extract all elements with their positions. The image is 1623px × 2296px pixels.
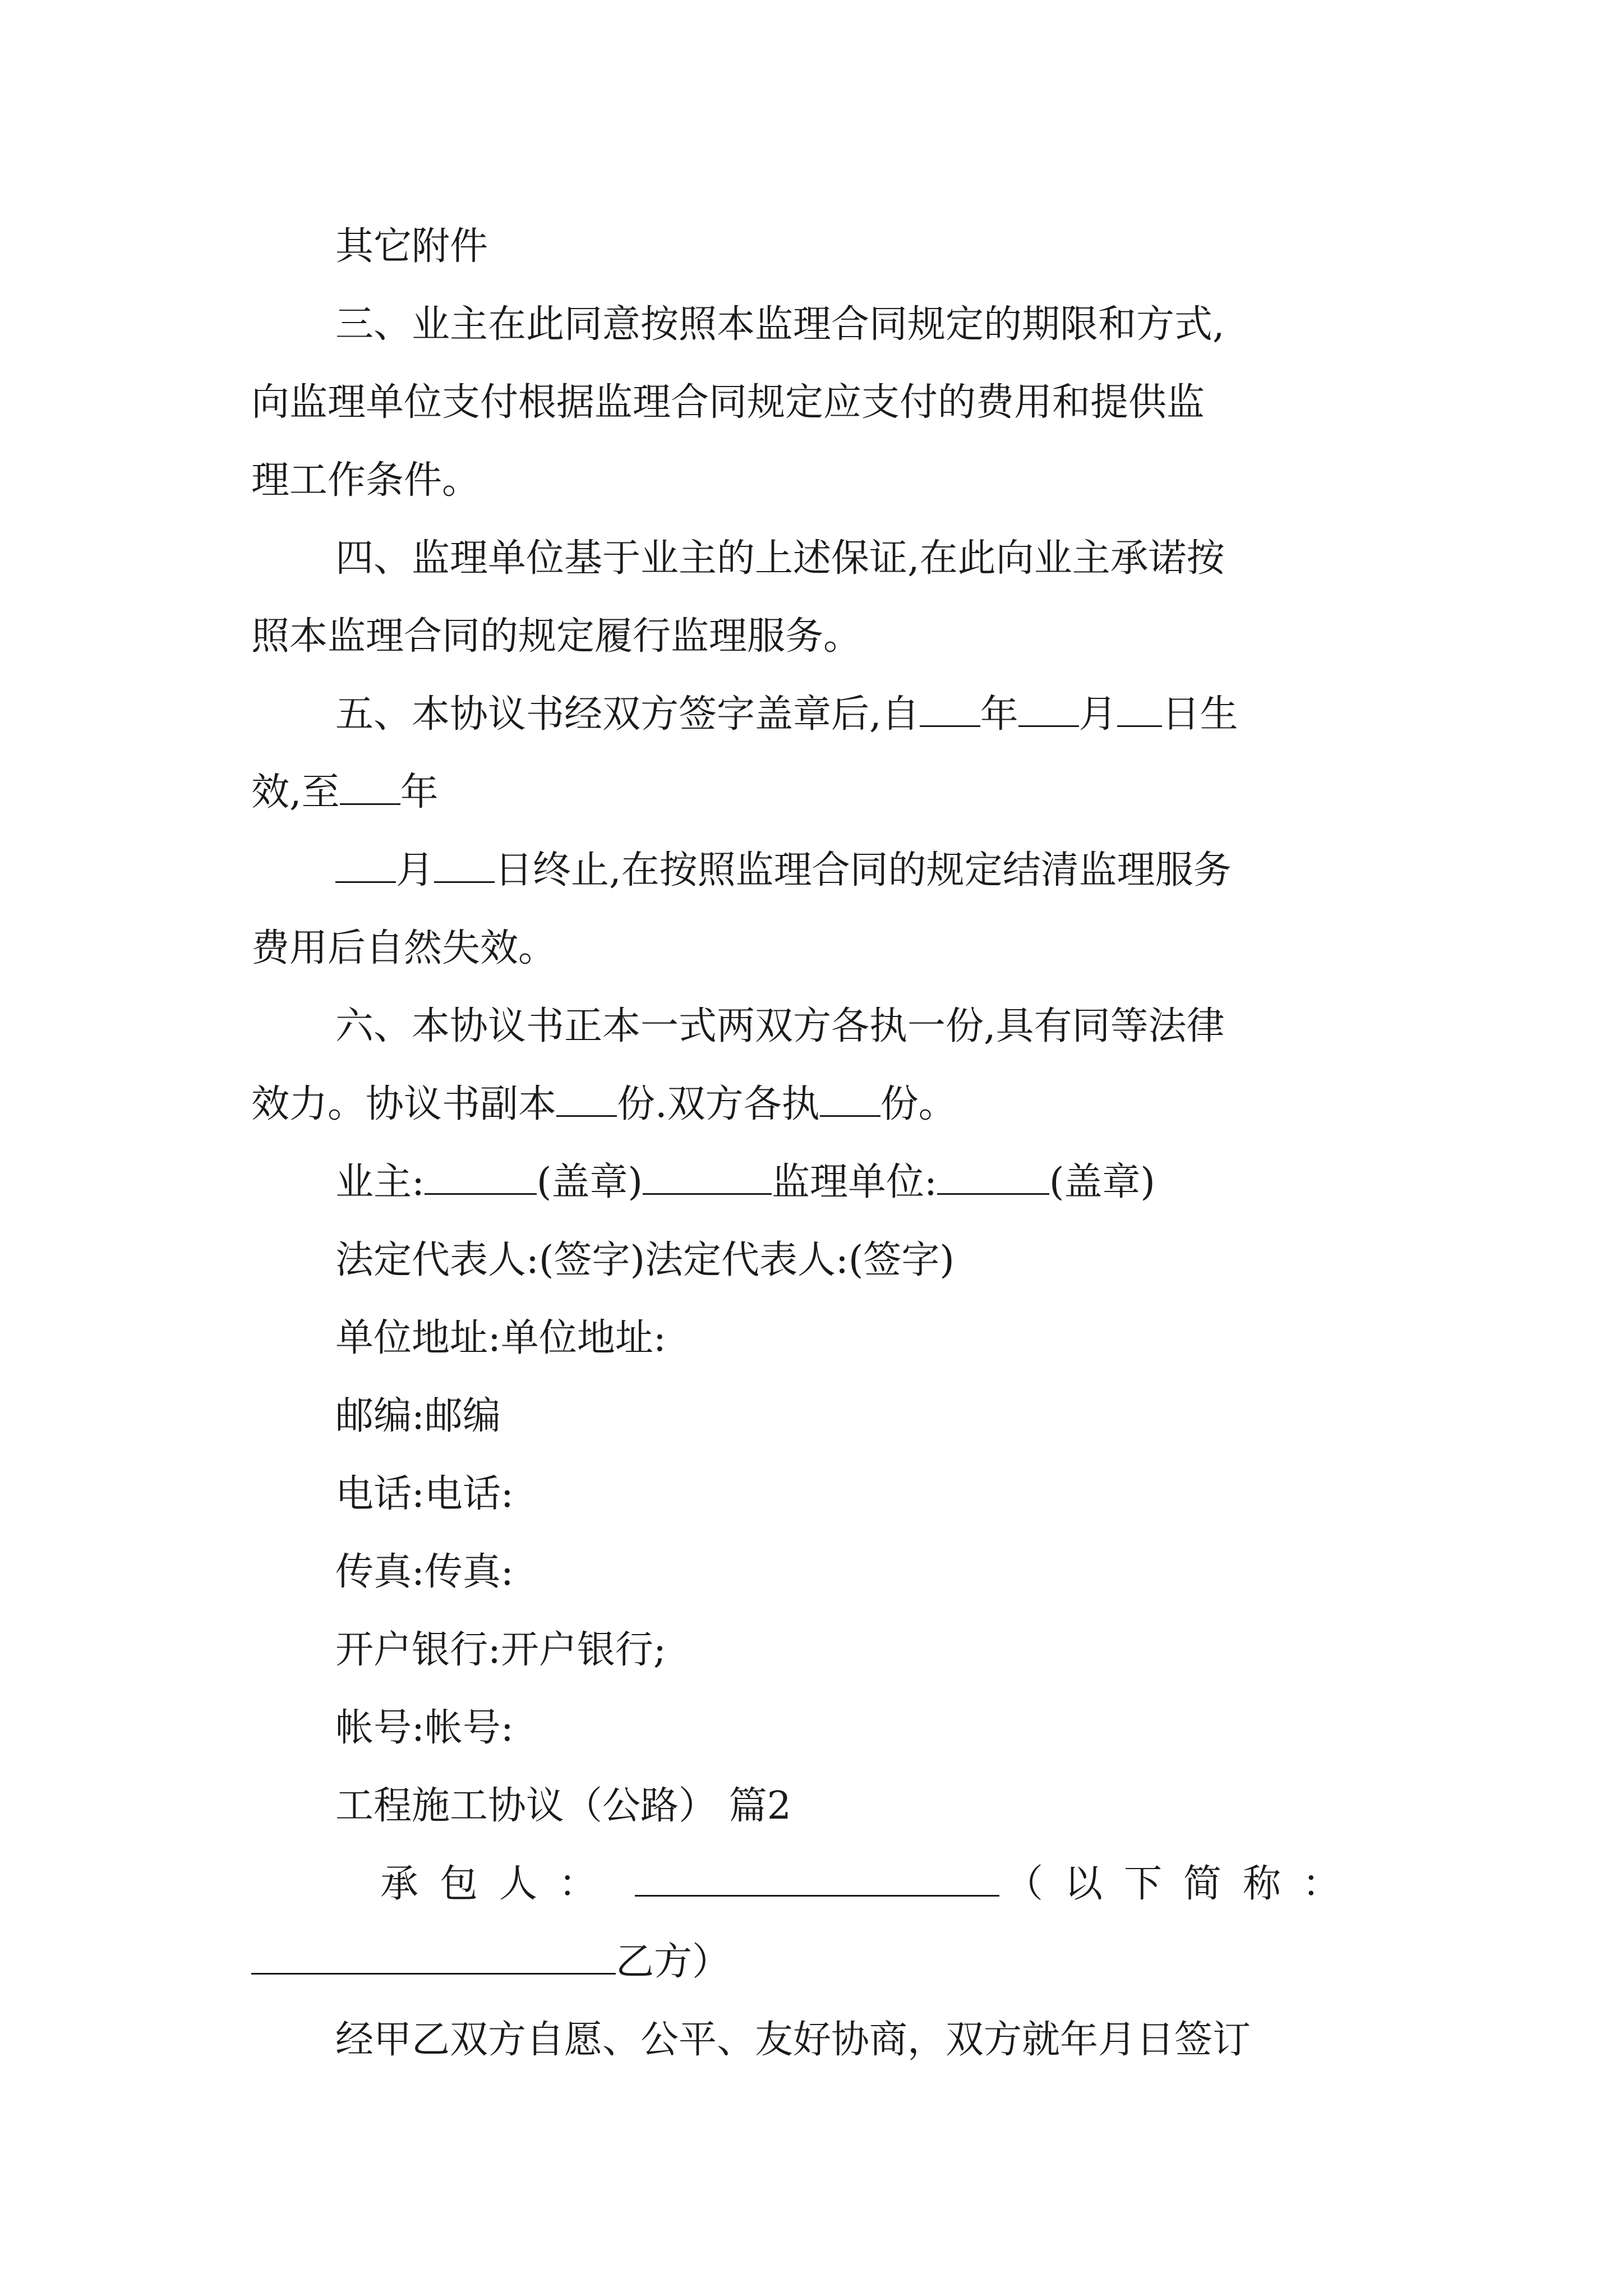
text-line: 向监理单位支付根据监理合同规定应支付的费用和提供监 (251, 380, 1205, 425)
section-heading: 工程施工协议（公路） 篇2 (335, 1784, 791, 1828)
text-line: 费用后自然失效。 (251, 926, 557, 970)
text-segment: 年 (980, 692, 1018, 737)
text-line: 传真:传真: (335, 1550, 514, 1594)
text-line: 电话:电话: (335, 1472, 514, 1516)
blank-field (820, 1083, 880, 1117)
blank-field (556, 1083, 617, 1117)
text-line: 开户银行:开户银行; (335, 1628, 666, 1672)
blank-field (425, 1161, 537, 1195)
text-line: 单位地址:单位地址: (335, 1316, 666, 1360)
text-segment: 份.双方各执 (617, 1082, 820, 1126)
text-segment: 承包人： (380, 1862, 619, 1906)
blank-field (635, 1862, 999, 1897)
text-segment: 月 (396, 848, 435, 892)
text-segment: 效,至 (251, 770, 340, 815)
text-line: 帐号:帐号: (335, 1706, 514, 1750)
text-line (251, 1065, 1378, 1143)
blank-field (434, 849, 495, 883)
text-line: 经甲乙双方自愿、公平、友好协商，双方就年月日签订 (335, 2018, 1251, 2062)
signature-line (251, 1143, 1378, 1221)
document-page (251, 208, 1378, 2079)
text-segment: 份。 (880, 1082, 957, 1126)
blank-field (937, 1161, 1049, 1195)
text-segment: (盖章) (536, 1160, 643, 1204)
text-segment: 年 (400, 770, 439, 815)
text-line: 邮编:邮编 (335, 1394, 501, 1438)
text-line (251, 831, 1378, 909)
text-line: 四、监理单位基于业主的上述保证,在此向业主承诺按 (335, 536, 1225, 581)
text-segment: 日终止,在按照监理合同的规定结清监理服务 (495, 848, 1232, 892)
text-segment: 五、本协议书经双方签字盖章后,自 (335, 692, 920, 737)
blank-field (1018, 693, 1079, 727)
text-segment: 效力。协议书副本 (251, 1082, 557, 1126)
text-segment: 监理单位: (771, 1160, 937, 1204)
text-segment: 日生 (1161, 692, 1238, 737)
blank-field (920, 693, 980, 727)
blank-field (1117, 693, 1162, 727)
text-segment: 月 (1078, 692, 1117, 737)
text-line (251, 753, 1378, 831)
blank-field (335, 849, 396, 883)
blank-field (340, 771, 400, 805)
text-segment: 业主: (335, 1160, 425, 1204)
text-line: 其它附件 (335, 224, 488, 269)
contractor-line (251, 1845, 1378, 1923)
blank-field (643, 1161, 772, 1195)
text-segment: (盖章) (1049, 1160, 1155, 1204)
text-line: 法定代表人:(签字)法定代表人:(签字) (335, 1238, 955, 1282)
text-line: 照本监理合同的规定履行监理服务。 (251, 614, 862, 659)
text-line: 理工作条件。 (251, 458, 481, 503)
effective-date-line (251, 675, 1378, 753)
blank-field (251, 1940, 616, 1975)
text-line: 三、业主在此同意按照本监理合同规定的期限和方式, (335, 302, 1225, 347)
text-segment: （以下简称： (1005, 1862, 1362, 1906)
text-line: 六、本协议书正本一式两双方各执一份,具有同等法律 (335, 1004, 1225, 1048)
text-line (251, 1923, 1378, 2001)
text-segment: 乙方） (616, 1940, 731, 1984)
